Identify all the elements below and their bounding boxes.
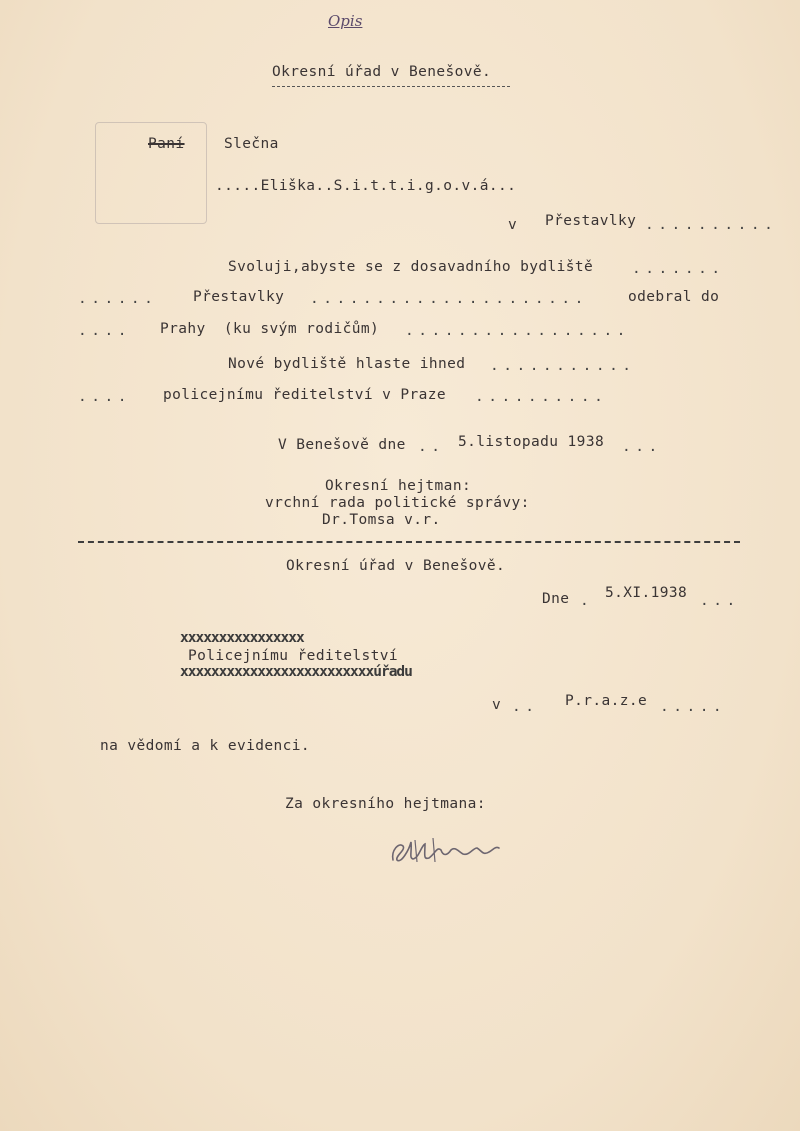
para4-text: policejnímu ředitelství v Praze [163,387,447,403]
dots: . [580,593,594,609]
dots: ... [622,439,662,455]
dots: .......... [475,389,608,405]
office-header: Okresní úřad v Benešově. [272,64,492,80]
sig1-line1: Okresní hejtman: [325,478,472,494]
annotation-opis: Opis [328,12,363,30]
salutation-struck: Paní [148,136,185,152]
date2-value: 5.XI.1938 [605,585,688,601]
dots: .... [78,323,131,339]
office-header-2: Okresní úřad v Benešově. [286,558,506,574]
place-name: Přestavlky [545,213,637,229]
date-prefix: V Benešově dne [278,437,406,453]
recipient-struck-1: xxxxxxxxxxxxxxxx [180,630,304,646]
place-prefix: v [508,217,518,233]
dots: ..... [660,699,727,715]
section-divider [78,541,740,543]
sig1-line2: vrchní rada politické správy: [265,495,530,511]
closing-text: Za okresního hejtmana: [285,796,486,812]
date2-prefix: Dne [542,591,570,607]
header-underline [272,86,510,87]
recipient-name: .....Eliška..S.i.t.t.i.g.o.v.á... [215,178,517,194]
para1-text: Svoluji,abyste se z dosavadního bydliště [228,259,594,275]
para1-end: odebral do [628,289,720,305]
salutation: Slečna [224,136,279,152]
notice-text: na vědomí a k evidenci. [100,738,310,754]
para2-place: Prahy (ku svým rodičům) [160,321,380,337]
para3-text: Nové bydliště hlaste ihned [228,356,466,372]
dots: .. [512,699,539,715]
dots: ........... [490,358,636,374]
handwritten-signature [385,832,515,872]
dots: ... [700,593,740,609]
place2-prefix: v [492,697,502,713]
date-value: 5.listopadu 1938 [458,434,605,450]
sig1-line3: Dr.Tomsa v.r. [322,512,441,528]
dots: .... [78,389,131,405]
dots: .. [418,439,445,455]
place2-name: P.r.a.z.e [565,693,648,709]
dots: .......... [645,217,778,233]
dots: ................. [405,323,630,339]
recipient-struck-2: xxxxxxxxxxxxxxxxxxxxxxxxxúřadu [180,664,412,680]
recipient: Policejnímu ředitelství [188,648,398,664]
dots: ..................... [310,291,588,307]
dots: ...... [78,291,158,307]
para1-place: Přestavlky [193,289,285,305]
dots: ....... [632,261,725,277]
